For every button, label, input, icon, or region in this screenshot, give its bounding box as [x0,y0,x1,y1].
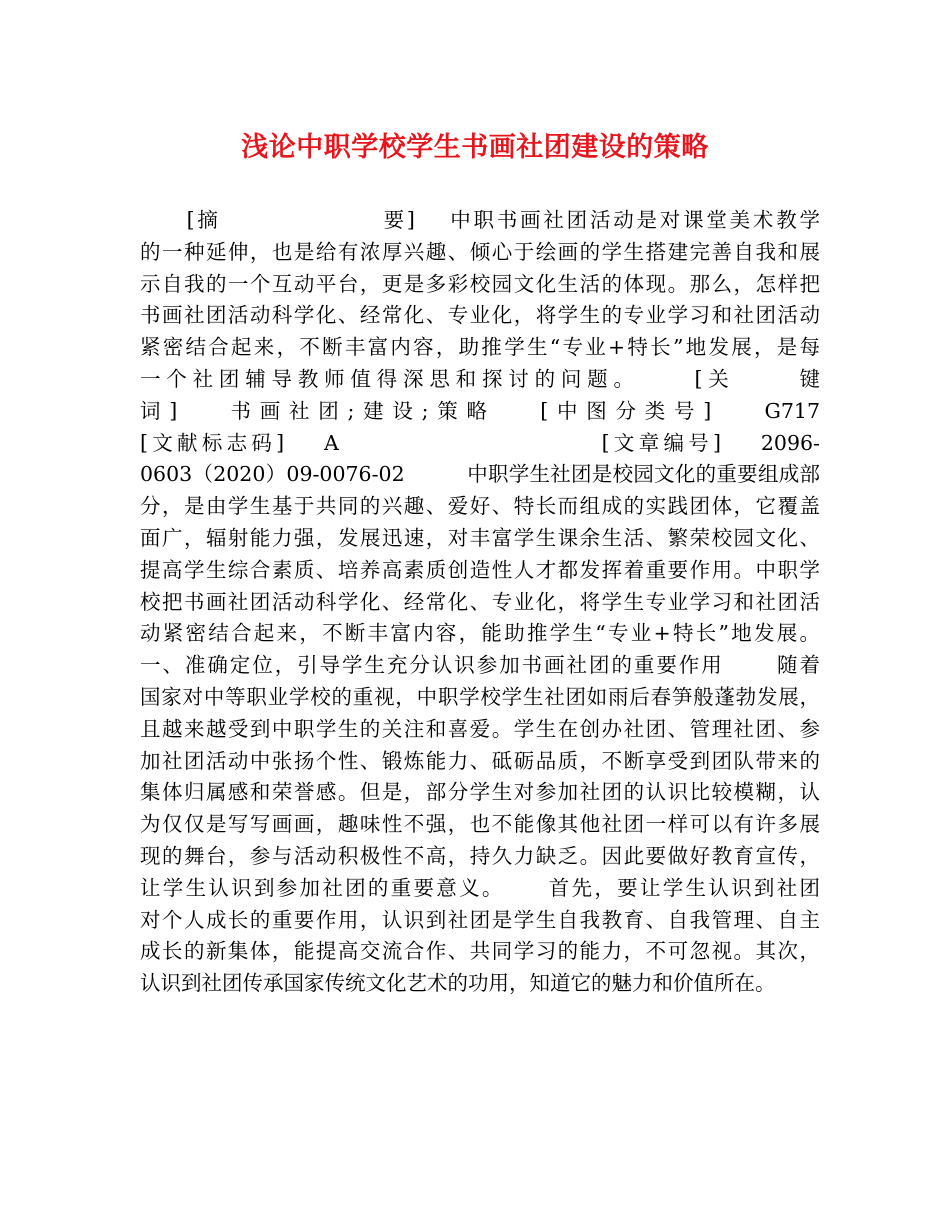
body-line-text: 示自我的一个互动平台，更是多彩校园文化生活的体现。那么，怎样把 [140,271,820,296]
body-line [140,841,820,873]
body-line [140,777,820,809]
body-line [140,555,820,587]
body-line [140,682,820,714]
body-line [140,396,820,428]
body-line-text: 书画社团活动科学化、经常化、专业化，将学生的专业学习和社团活动 [140,303,820,328]
body-line-text: [文献标志码] A [文章编号] 2096- [140,430,820,455]
body-line [140,809,820,841]
body-line-text: 为仅仅是写写画画，趣味性不强，也不能像其他社团一样可以有许多展 [140,812,820,837]
body-line [140,428,820,460]
body-line [140,364,820,396]
body-line [140,936,820,968]
document-body [140,205,820,1000]
body-line-text: 校把书画社团活动科学化、经常化、专业化，将学生专业学习和社团活 [140,589,820,614]
body-line [140,587,820,619]
body-line [140,332,820,364]
body-line [140,650,820,682]
body-line-text: 国家对中等职业学校的重视，中职学校学生社团如雨后春笋般蓬勃发展， [140,684,820,709]
body-line [140,491,820,523]
body-line [140,205,820,237]
body-line-text: [摘 要] 中职书画社团活动是对课堂美术教学 [140,208,820,232]
body-line [140,300,820,332]
body-line-text: 紧密结合起来，不断丰富内容，助推学生“专业+特长”地发展，是每 [140,335,820,360]
body-line-text: 分，是由学生基于共同的兴趣、爱好、特长而组成的实践团体，它覆盖 [140,494,820,519]
body-line [140,269,820,301]
body-line-text: 动紧密结合起来，不断丰富内容，能助推学生“专业+特长”地发展。 [140,621,820,646]
body-line-text: 加社团活动中张扬个性、锻炼能力、砥砺品质，不断享受到团队带来的 [140,748,820,773]
body-line [140,523,820,555]
body-line-text: 成长的新集体，能提高交流合作、共同学习的能力，不可忽视。其次， [140,939,820,964]
body-line [140,618,820,650]
body-line-text: 一、准确定位，引导学生充分认识参加书画社团的重要作用 随着 [140,653,820,678]
body-line-text: 0603（2020）09-0076-02 中职学生社团是校园文化的重要组成部 [140,462,820,487]
body-line [140,746,820,778]
body-line [140,237,820,269]
body-line-text: 一个社团辅导教师值得深思和探讨的问题。 [关 键 [140,366,820,391]
body-line-text: 对个人成长的重要作用，认识到社团是学生自我教育、自我管理、自主 [140,907,820,932]
body-line [140,873,820,905]
body-line-text: 面广，辐射能力强，发展迅速，对丰富学生课余生活、繁荣校园文化、 [140,525,820,550]
body-line [140,905,820,937]
body-line-text: 现的舞台，参与活动积极性不高，持久力缺乏。因此要做好教育宣传， [140,843,820,868]
body-line [140,459,820,491]
body-line-text: 且越来越受到中职学生的关注和喜爱。学生在创办社团、管理社团、参 [140,716,820,741]
body-line-text: 词] 书画社团;建设;策略 [中图分类号] G717 [140,398,820,423]
body-line-text: 的一种延伸，也是给有浓厚兴趣、倾心于绘画的学生搭建完善自我和展 [140,239,820,264]
body-line-text: 认识到社团传承国家传统文化艺术的功用，知道它的魅力和价值所在。 [140,971,776,996]
body-line-text: 提高学生综合素质、培养高素质创造性人才都发挥着重要作用。中职学 [140,557,820,582]
body-line-text: 集体归属感和荣誉感。但是，部分学生对参加社团的认识比较模糊，认 [140,780,820,805]
document-title: 浅论中职学校学生书画社团建设的策略 [241,132,709,163]
body-line [140,968,820,1000]
body-line-text: 让学生认识到参加社团的重要意义。 首先，要让学生认识到社团 [140,875,820,900]
body-line [140,714,820,746]
